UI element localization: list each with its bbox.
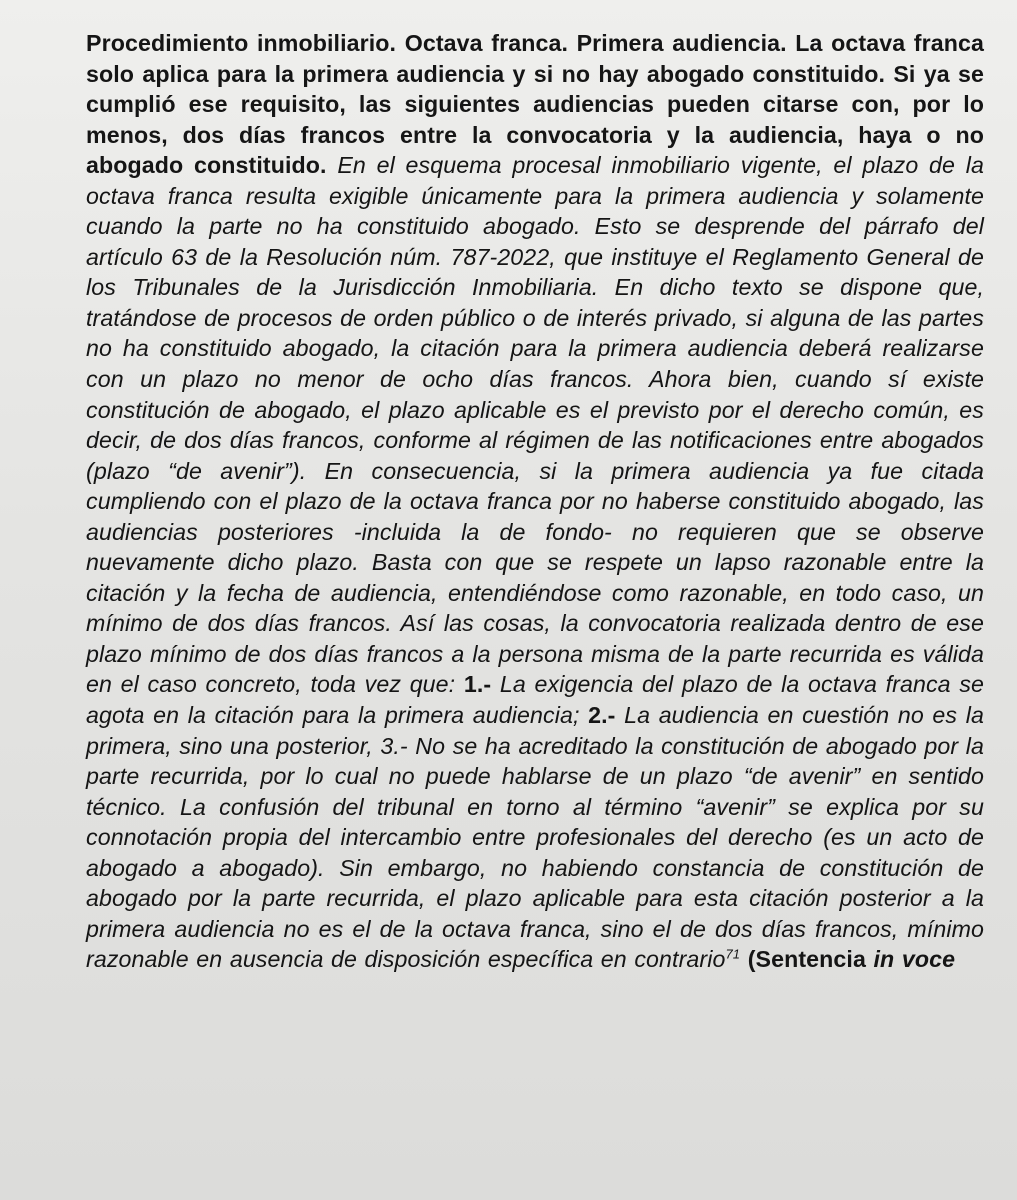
item-text-2: La audiencia en cuestión no es la primera, sino una posterior, xyxy=(86,702,984,759)
item-number-3: 3.- xyxy=(380,732,408,759)
item-text-3: No se ha acreditado la constitución de abogado por la parte recurrida, por lo cual no puede hablarse de un plazo “de avenir” en sentido técnico. La confusión del tribunal en torno al término “avenir” se explica por su connotación propia del intercambio entre profesionales del derecho (es un acto de abogado a abogado). Sin embargo, no habiendo constancia de constitución de abogado por la parte recurrida, el plazo aplicable para esta citación posterior a la primera audiencia no es el de la octava franca, sino el de dos días francos, mínimo razonable en ausencia de disposición específica en contrario xyxy=(86,732,984,973)
item-number-1: 1.- xyxy=(463,671,492,698)
footnote-reference: 71 xyxy=(725,946,741,962)
item-number-2: 2.- xyxy=(588,702,616,729)
citation-start: (Sentencia xyxy=(747,946,866,973)
citation-italic: in voce xyxy=(873,946,956,973)
headnote: Procedimiento inmobiliario. Octava franca. Primera audiencia. La octava franca solo aplica para la primera audiencia y si no hay abogado constituido. Si ya se cumplió ese requisito, las siguientes audiencias pueden citarse con, por lo menos, dos días francos entre la convocatoria y la audiencia, haya o no abogado constituido. xyxy=(86,30,984,179)
body-text: En el esquema procesal inmobiliario vigente, el plazo de la octava franca resulta exigible únicamente para la primera audiencia y solamente cuando la parte no ha constituido abogado. Esto se desprende del párrafo del artículo 63 de la Resolución núm. 787-2022, que instituye el Reglamento General de los Tribunales de la Jurisdicción Inmobiliaria. En dicho texto se dispone que, tratándose de procesos de orden público o de interés privado, si alguna de las partes no ha constituido abogado, la citación para la primera audiencia deberá realizarse con un plazo no menor de ocho días francos. Ahora bien, cuando sí existe constitución de abogado, el plazo aplicable es el previsto por el derecho común, es decir, de dos días francos, conforme al régimen de las notificaciones entre abogados (plazo “de avenir”). En consecuencia, si la primera audiencia ya fue citada cumpliendo con el plazo de la octava franca por no haberse constituido abogado, las audiencias posteriores -incluida la de fondo- no requieren que se observe nuevamente dicho plazo. Basta con que se respete un lapso razonable entre la citación y la fecha de audiencia, entendiéndose como razonable, en todo caso, un mínimo de dos días francos. Así las cosas, la convocatoria realizada dentro de ese plazo mínimo de dos días francos a la persona misma de la parte recurrida es válida en el caso concreto, toda vez que: xyxy=(86,152,984,698)
item-text-1: La exigencia del plazo de la octava franca se agota en la citación para la primera audiencia; xyxy=(86,671,985,729)
document-paragraph xyxy=(86,28,984,975)
